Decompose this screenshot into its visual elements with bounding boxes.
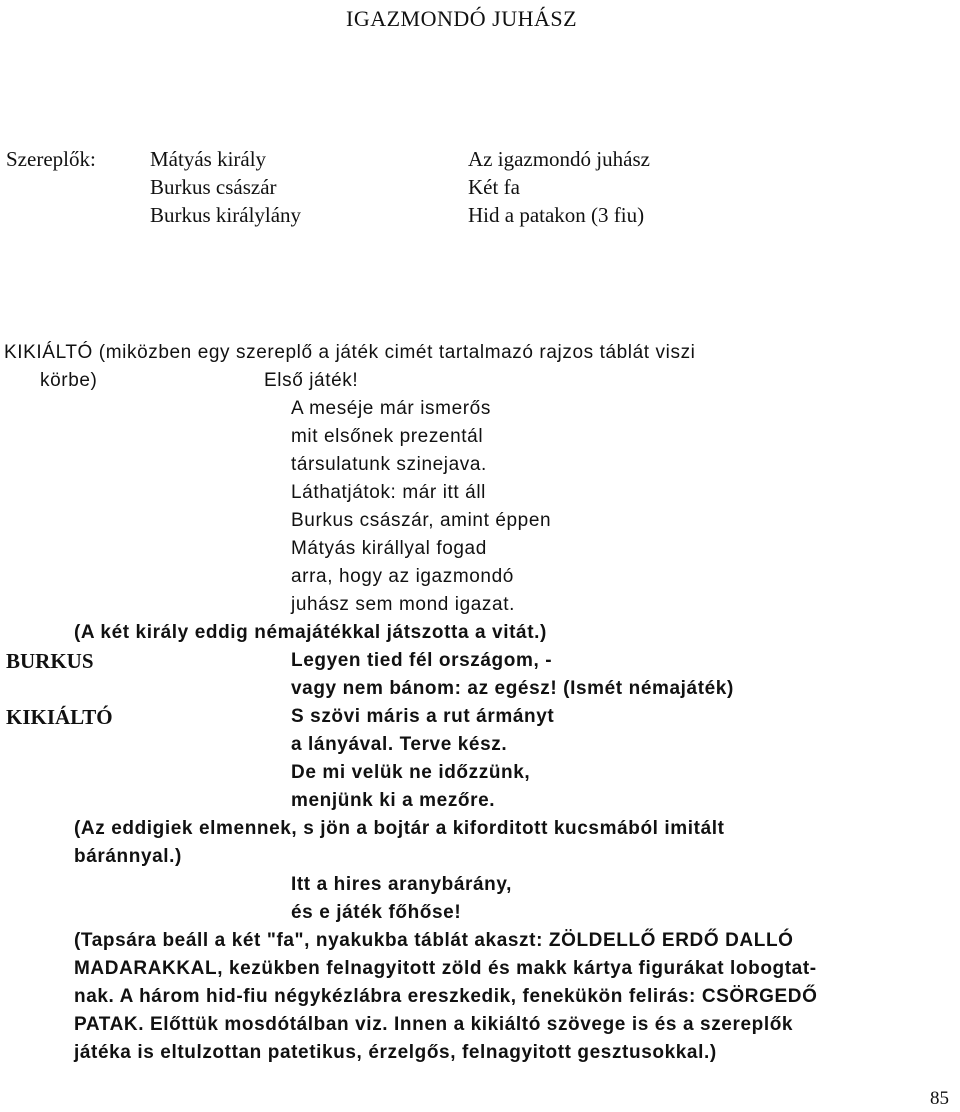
text-line: a lányával. Terve kész.: [291, 734, 508, 755]
text-line: Burkus császár, amint éppen: [291, 510, 552, 531]
text-line: Itt a hires aranybárány,: [291, 874, 513, 895]
cast-item: Burkus császár: [150, 175, 277, 199]
cast-item: Mátyás király: [150, 147, 267, 171]
text-line: játéka is eltulzottan patetikus, érzelgős, felnagyitott gesztusokkal.): [74, 1042, 717, 1063]
page-title: IGAZMONDÓ JUHÁSZ: [346, 6, 578, 31]
cast-item: Az igazmondó juhász: [468, 147, 650, 171]
text-line: S szövi máris a rut ármányt: [291, 706, 555, 727]
text-line: és e játék főhőse!: [291, 902, 462, 923]
text-line: Mátyás királlyal fogad: [291, 538, 487, 559]
text-line: MADARAKKAL, kezükben felnagyitott zöld és makk kártya figurákat lobogtat-: [74, 958, 817, 979]
text-line: juhász sem mond igazat.: [291, 594, 515, 615]
text-line: Legyen tied fél országom, -: [291, 650, 553, 671]
text-line: körbe): [40, 370, 98, 391]
text-line: Első játék!: [264, 370, 359, 391]
text-line: A meséje már ismerős: [291, 398, 491, 419]
cast-item: Burkus királylány: [150, 203, 302, 227]
text-line: báránnyal.): [74, 846, 182, 867]
text-line: De mi velük ne időzzünk,: [291, 762, 531, 783]
speaker-label: BURKUS: [6, 649, 94, 673]
cast-item: Hid a patakon (3 fiu): [468, 203, 645, 227]
text-line: mit elsőnek prezentál: [291, 426, 484, 447]
page-number: 85: [930, 1088, 949, 1109]
text-line: (Az eddigiek elmennek, s jön a bojtár a kiforditott kucsmából imitált: [74, 818, 725, 839]
cast-label: Szereplők:: [6, 147, 96, 171]
text-line: PATAK. Előttük mosdótálban viz. Innen a kikiáltó szövege is és a szereplők: [74, 1014, 794, 1035]
text-line: (A két király eddig némajátékkal játszotta a vitát.): [74, 622, 547, 643]
text-line: menjünk ki a mezőre.: [291, 790, 496, 811]
text-line: (Tapsára beáll a két "fa", nyakukba táblát akaszt: ZÖLDELLŐ ERDŐ DALLÓ: [74, 930, 794, 951]
text-line: arra, hogy az igazmondó: [291, 566, 514, 587]
text-line: Láthatjátok: már itt áll: [291, 482, 486, 503]
cast-item: Két fa: [468, 175, 520, 199]
text-line: KIKIÁLTÓ (miközben egy szereplő a játék cimét tartalmazó rajzos táblát viszi: [4, 342, 696, 363]
text-line: társulatunk szinejava.: [291, 454, 487, 475]
text-line: vagy nem bánom: az egész! (Ismét némajáték): [291, 678, 734, 699]
speaker-label: KIKIÁLTÓ: [6, 705, 113, 729]
text-line: nak. A három hid-fiu négykézlábra ereszkedik, fenekükön felirás: CSÖRGEDŐ: [74, 986, 818, 1007]
